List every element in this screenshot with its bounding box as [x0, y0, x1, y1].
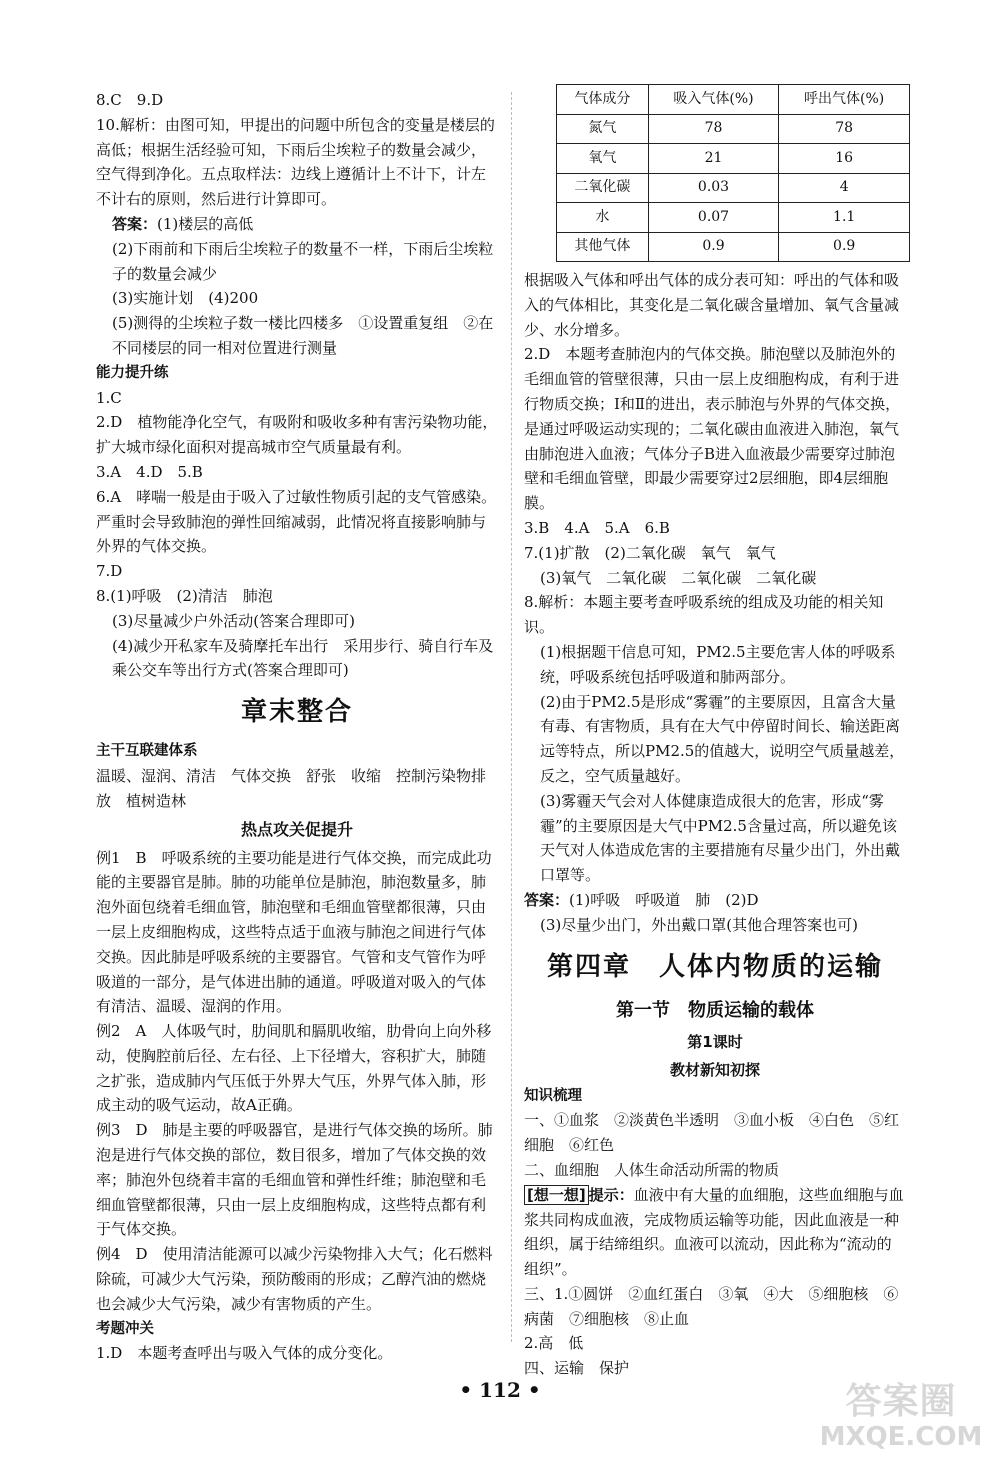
table-header-row: [557, 85, 910, 115]
answer-line: 8.(1)呼吸 (2)清洁 肺泡: [96, 586, 273, 605]
table-row: [557, 144, 910, 174]
answer-line: 3.B 4.A 5.A 6.B: [524, 518, 670, 537]
right-column: [524, 88, 906, 1381]
answer-line: 3.A 4.D 5.B: [96, 462, 203, 481]
table-cell: 78: [779, 114, 910, 144]
answer-line: 三、1.①圆饼 ②血红蛋白 ③氧 ④大 ⑤细胞核 ⑥病菌 ⑦细胞核 ⑧止血: [524, 1284, 899, 1328]
watermark-url: MXQE.COM: [819, 1422, 983, 1452]
column-divider: [511, 92, 512, 1342]
answer-line: (4)减少开私家车及骑摩托车出行 采用步行、骑自行车及乘公交车等出行方式(答案合理即可): [112, 636, 494, 680]
table-cell: 二氧化碳: [557, 173, 649, 203]
answer-line: (3)尽量少出门，外出戴口罩(其他合理答案也可): [540, 915, 858, 934]
heading-knowledge-sort: 知识梳理: [524, 1087, 582, 1104]
answer-line: (5)测得的尘埃粒子数一楼比四楼多 ①设置重复组 ②在不同楼层的同一相对位置进行测量: [112, 314, 494, 357]
chapter-summary-title: 章末整合: [240, 697, 353, 728]
table-row: [557, 203, 910, 233]
answer-line: 2.高 低: [524, 1334, 584, 1353]
answer-line: 10.解析：由图可知，甲提出的问题中所包含的变量是楼层的高低；根据生活经验可知，下雨后尘埃粒子的数量会减少，空气得到净化。五点取样法：边线上遵循计上不计下，计左不计右的原则，然后进行计算即可。: [96, 115, 495, 209]
answer-label: 答案：: [112, 214, 158, 233]
example-2: 例2 A 人体吸气时，肋间肌和膈肌收缩，肋骨向上向外移动，使胸腔前后径、左右径、上下径增大，容积扩大，肺随之扩张，造成肺内气压低于外界大气压，外界气体入肺，形成主动的吸气运动，故A正确。: [96, 1022, 492, 1115]
answer-line: (2)由于PM2.5是形成“雾霾”的主要原因，且富含大量有毒、有害物质，具有在大气中停留时间长、输送距离远等特点，所以PM2.5的值越大，说明空气质量越差，反之，空气质量越好。: [540, 692, 905, 785]
example-4: 例4 D 使用清洁能源可以减少污染物排入大气；化石燃料除硫，可减少大气污染，预防酸雨的形成；乙醇汽油的燃烧也会减少大气污染，减少有害物质的产生。: [96, 1245, 493, 1313]
lesson-title: 第1课时: [687, 1032, 743, 1051]
answer-line: 8.C 9.D: [96, 91, 164, 109]
watermark-text: 答案圈: [845, 1381, 957, 1422]
hint-label: 提示：: [588, 1185, 634, 1204]
think-paragraph: [524, 1183, 906, 1282]
table-header: 呼出气体(%): [779, 85, 910, 115]
table-cell: 0.03: [648, 173, 779, 203]
table-cell: 0.9: [648, 232, 779, 262]
table-cell: 78: [648, 114, 779, 144]
table-row: [557, 232, 910, 262]
table-cell: 4: [779, 173, 910, 203]
think-text: 血液中有大量的血细胞，这些血细胞与血浆共同构成血液，完成物质运输等功能，因此血液是一种组织，属于结缔组织。血液可以流动，因此称为“流动的组织”。: [524, 1185, 904, 1279]
table-header: 吸入气体(%): [648, 85, 779, 115]
answer-line: [524, 888, 906, 913]
table-cell: 水: [557, 203, 649, 233]
heading-new-knowledge: 教材新知初探: [669, 1060, 760, 1079]
example-3: 例3 D 肺是主要的呼吸器官，是进行气体交换的场所。肺泡是进行气体交换的部位，数目很多，增加了气体交换的效率；肺泡外包绕着丰富的毛细血管和弹性纤维；肺泡壁和毛细血管壁都很薄，只由一层上皮细胞构成，这些特点都有利于气体交换。: [96, 1121, 493, 1239]
answer-line: (3)氧气 二氧化碳 二氧化碳 二氧化碳: [540, 568, 817, 587]
table-row: [557, 173, 910, 203]
answer-line: 7.D: [96, 562, 123, 581]
page-number: • 112 •: [459, 1378, 541, 1402]
table-cell: 氧气: [557, 144, 649, 174]
answer-line: (3)雾霾天气会对人体健康造成很大的危害，形成“雾霾”的主要原因是大气中PM2.5含量过高，所以避免该天气对人体造成危害的主要措施有尽量少出门，外出戴口罩等。: [540, 791, 901, 885]
answer-line: 1.C: [96, 388, 122, 407]
table-header: 气体成分: [557, 85, 649, 115]
table-cell: 氮气: [557, 114, 649, 144]
heading-ability: 能力提升练: [96, 364, 169, 381]
answer-line: 1.D 本题考查呼出与吸入气体的成分变化。: [96, 1344, 393, 1363]
answer-line: 6.A 哮喘一般是由于吸入了过敏性物质引起的支气管感染。严重时会导致肺泡的弹性回缩减弱，此情况将直接影响肺与外界的气体交换。: [96, 487, 497, 556]
table-cell: 0.9: [779, 232, 910, 262]
answer-text: (1)呼吸 呼吸道 肺 (2)D: [569, 890, 759, 909]
answer-line: 二、血细胞 人体生命活动所需的物质: [524, 1160, 780, 1179]
think-label: [想一想]: [524, 1185, 589, 1205]
table-cell: 0.07: [648, 203, 779, 233]
answer-line: (3)尽量减少户外活动(答案合理即可): [112, 611, 355, 630]
left-column: [96, 88, 498, 1366]
answer-label: 答案：: [524, 890, 570, 909]
answer-line: (1)根据题干信息可知，PM2.5主要危害人体的呼吸系统，呼吸系统包括呼吸道和肺两部分。: [540, 642, 896, 686]
answer-line: 2.D 本题考查肺泡内的气体交换。肺泡壁以及肺泡外的毛细血管的管壁很薄，只由一层上皮细胞构成，有利于进行物质交换；Ⅰ和Ⅱ的进出，表示肺泡与外界的气体交换，是通过呼吸运动实现的；二氧化碳由血液进入肺泡，氧气由肺泡进入血液；气体分子B进入血液最少需要穿过肺泡壁和毛细血管壁，即最少需要穿过2层细胞，即4层细胞膜。: [524, 345, 901, 513]
answer-line: 7.(1)扩散 (2)二氧化碳 氧气 氧气: [524, 543, 776, 562]
answer-line: 2.D 植物能净化空气，有吸附和吸收多种有害污染物功能，扩大城市绿化面积对提高城市空气质量最有利。: [96, 413, 498, 457]
answer-text: (1)楼层的高低: [157, 214, 254, 233]
trunk-text: 温暖、湿润、清洁 气体交换 舒张 收缩 控制污染物排放 植树造林: [96, 766, 487, 810]
watermark-logo: [816, 1382, 986, 1452]
heading-hotspot: 热点攻关促提升: [240, 819, 353, 839]
section-title: 第一节 物质运输的载体: [616, 999, 814, 1021]
table-cell: 1.1: [779, 203, 910, 233]
gas-composition-table: [556, 84, 910, 262]
answer-line: 一、①血浆 ②淡黄色半透明 ③血小板 ④白色 ⑤红细胞 ⑥红色: [524, 1111, 900, 1155]
table-cell: 其他气体: [557, 232, 649, 262]
heading-trunk: 主干互联建体系: [96, 743, 198, 760]
example-1: 例1 B 呼吸系统的主要功能是进行气体交换，而完成此功能的主要器官是肺。肺的功能单位是肺泡，肺泡数量多，肺泡外面包绕着毛细血管，肺泡壁和毛细血管壁都很薄，只由一层上皮细胞构成，这些特点适于血液与肺泡之间进行气体交换。因此肺是呼吸系统的主要器官。气管和支气管作为呼吸道的一部分，是气体进出肺的通道。呼吸道对吸入的气体有清洁、温暖、湿润的作用。: [96, 848, 492, 1016]
answer-line: 四、运输 保护: [524, 1359, 630, 1378]
answer-line: [96, 212, 498, 237]
table-row: [557, 114, 910, 144]
answer-line: (3)实施计划 (4)200: [112, 289, 259, 308]
chapter-title: 第四章 人体内物质的运输: [546, 951, 883, 982]
table-cell: 21: [648, 144, 779, 174]
answer-line: 8.解析：本题主要考查呼吸系统的组成及功能的相关知识。: [524, 593, 884, 637]
table-cell: 16: [779, 144, 910, 174]
answer-line: 根据吸入气体和呼出气体的成分表可知：呼出的气体和吸入的气体相比，其变化是二氧化碳含量增加、氧气含量减少、水分增多。: [524, 271, 900, 339]
answer-line: (2)下雨前和下雨后尘埃粒子的数量不一样，下雨后尘埃粒子的数量会减少: [112, 239, 494, 283]
heading-exam: 考题冲关: [96, 1320, 154, 1337]
